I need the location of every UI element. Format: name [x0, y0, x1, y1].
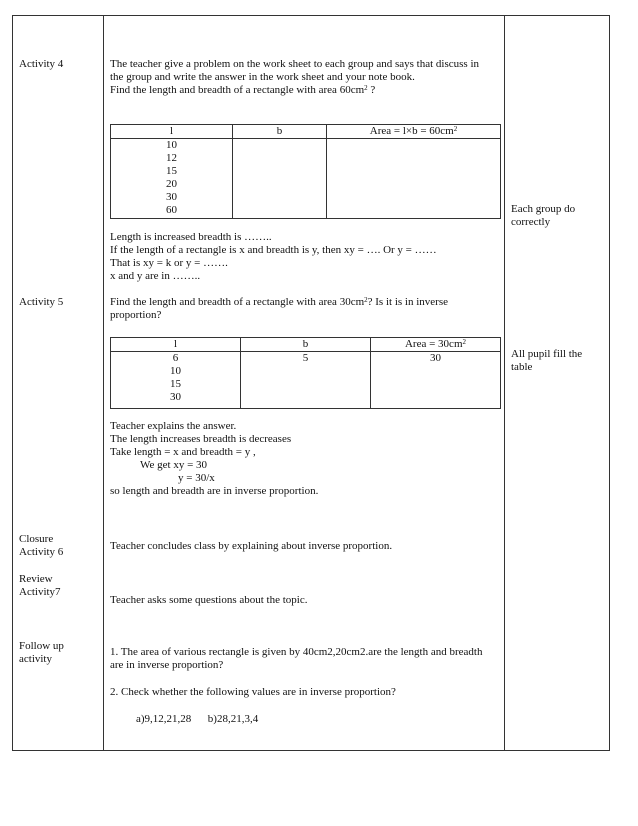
review-label-line1: Review — [19, 573, 53, 585]
l-value: 10 — [170, 365, 181, 377]
follow-up-label-line2: activity — [19, 653, 52, 665]
review-label — [19, 573, 61, 599]
activity-4-after-line: Length is increased breadth is …….. — [110, 231, 272, 243]
activity-5-table-header — [111, 338, 501, 352]
activity-5-explanation — [110, 420, 318, 498]
follow-up-label-line1: Follow up — [19, 640, 64, 652]
activity-4-intro-line3 — [110, 84, 479, 97]
activity-5-question: Find the length and breadth of a rectangle with area 30cm — [110, 296, 365, 308]
activity-5-col-b: b — [241, 338, 371, 352]
activity-5-question-end: ? Is it is in inverse — [367, 296, 448, 308]
table-row — [111, 352, 501, 409]
l-value: 6 — [172, 352, 179, 364]
follow-up-question-1 — [110, 646, 482, 672]
activity-5-table — [110, 337, 501, 409]
activity-4-table-header — [111, 125, 501, 139]
l-value: 15 — [170, 378, 181, 390]
l-value: 20 — [166, 178, 177, 190]
activity-4-label: Activity 4 — [19, 58, 64, 70]
activity-4-question-sup: 2 — [364, 84, 368, 92]
l-value: 15 — [166, 165, 177, 177]
review-text: Teacher asks some questions about the topic. — [110, 594, 308, 606]
follow-up-options: a)9,12,21,28 b)28,21,3,4 — [136, 713, 259, 725]
activity-5-col-area-text: Area = 30cm — [404, 338, 463, 350]
explanation-line: The length increases breadth is decreases — [110, 433, 292, 445]
explanation-line: We get xy = 30 — [140, 459, 208, 471]
activity-4-followup-text — [110, 231, 437, 283]
activity-5-label: Activity 5 — [19, 296, 64, 308]
l-value: 30 — [166, 191, 177, 203]
area-value: 30 — [430, 352, 441, 364]
closure-label-line2: Activity 6 — [19, 546, 64, 558]
explanation-line: Take length = x and breadth = y , — [110, 446, 256, 458]
activity-4-remark — [511, 203, 575, 229]
activity-4-col-area — [327, 125, 501, 139]
activity-4-remark-line2: correctly — [511, 216, 551, 228]
l-value: 60 — [166, 204, 177, 216]
l-value: 10 — [166, 139, 177, 151]
activity-4-intro — [110, 58, 479, 97]
activity-5-l-values — [111, 352, 241, 409]
activity-4-col-b: b — [233, 125, 327, 139]
b-value: 5 — [302, 352, 309, 364]
activity-5-col-area-sup: 2 — [462, 338, 466, 346]
follow-up-q1-line1: 1. The area of various rectangle is given by 40cm2,20cm2.are the length and breadth — [110, 646, 483, 658]
activity-5-intro-line2: proportion? — [110, 309, 162, 321]
activity-4-after-line: If the length of a rectangle is x and breadth is y, then xy = …. Or y = …… — [110, 244, 437, 256]
activity-4-intro-line2: the group and write the answer in the work sheet and your note book. — [110, 71, 415, 83]
activity-4-col-area-text: Area = l×b = 60cm — [369, 125, 454, 137]
follow-up-question-2: 2. Check whether the following values are in inverse proportion? — [110, 686, 396, 698]
activity-4-table — [110, 124, 501, 219]
l-value: 30 — [170, 391, 181, 403]
activity-4-col-l: l — [111, 125, 233, 139]
closure-text: Teacher concludes class by explaining about inverse proportion. — [110, 540, 393, 552]
l-value: 12 — [166, 152, 177, 164]
explanation-line: so length and breadth are in inverse proportion. — [110, 485, 319, 497]
activity-5-remark-line1: All pupil fill the — [511, 348, 583, 360]
activity-4-area-cell — [327, 139, 501, 219]
activity-4-after-line: x and y are in …….. — [110, 270, 201, 282]
activity-5-intro — [110, 296, 448, 322]
activity-5-remark-line2: table — [511, 361, 533, 373]
activity-4-l-values — [111, 139, 233, 219]
column-divider-1 — [103, 15, 104, 751]
activity-5-area-values — [371, 352, 501, 409]
activity-4-question-end: ? — [367, 84, 376, 96]
activity-4-col-area-sup: 2 — [453, 125, 458, 133]
activity-4-b-cell — [233, 139, 327, 219]
explanation-line: y = 30/x — [178, 472, 215, 484]
activity-5-remark — [511, 348, 582, 374]
activity-5-intro-line1 — [110, 296, 448, 309]
review-label-line2: Activity7 — [19, 586, 61, 598]
activity-5-b-values — [241, 352, 371, 409]
explanation-line: Teacher explains the answer. — [110, 420, 237, 432]
table-row — [111, 139, 501, 219]
activity-4-intro-line1: The teacher give a problem on the work sheet to each group and says that discuss in — [110, 58, 479, 70]
activity-4-remark-line1: Each group do — [511, 203, 576, 215]
activity-4-question: Find the length and breadth of a rectangle with area 60cm — [110, 84, 365, 96]
activity-5-question-sup: 2 — [364, 296, 368, 304]
activity-4-after-line: That is xy = k or y = ……. — [110, 257, 228, 269]
activity-5-col-area — [371, 338, 501, 352]
activity-5-col-l: l — [111, 338, 241, 352]
follow-up-q1-line2: are in inverse proportion? — [110, 659, 224, 671]
closure-label — [19, 533, 63, 559]
column-divider-2 — [504, 15, 505, 751]
follow-up-label — [19, 640, 64, 666]
closure-label-line1: Closure — [19, 533, 54, 545]
